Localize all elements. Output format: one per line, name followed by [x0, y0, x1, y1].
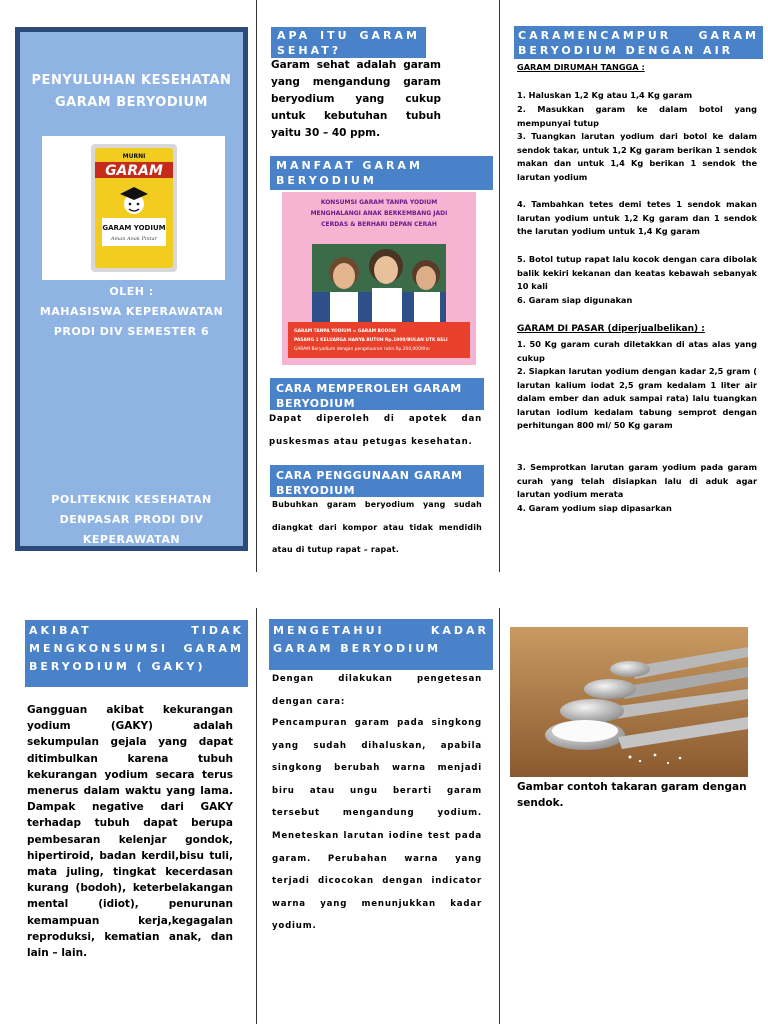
test-body-intro: Dengan dilakukan pengetesan dengan cara: [272, 674, 482, 707]
benefit-poster [282, 192, 476, 365]
institution-line: KEPERAWATAN [82, 533, 181, 546]
author-line: MAHASISWA KEPERAWATAN [39, 305, 224, 318]
section-header-what: APA ITU GARAM SEHAT? [271, 27, 426, 58]
home-step: 1. Haluskan 1,2 Kg atau 1,4 Kg garam [517, 90, 693, 100]
section-header-usage: CARA PENGGUNAAN GARAM BERYODIUM [270, 465, 484, 497]
packet-top-label: MURNI [122, 153, 146, 160]
home-step: 5. Botol tutup rapat lalu kocok dengan cara dibolak balik kekiri kekanan dan keatas kebawah sebanyak 10 kali [517, 254, 757, 292]
salt-packet-photo [42, 136, 225, 280]
obtain-body: Dapat diperoleh di apotek dan puskesmas atau petugas kesehatan. [269, 414, 482, 447]
test-body: Pencampuran garam pada singkong yang sudah dihaluskan, apabila singkong berubah warna menjadi biru atau ungu berarti garam tersebut mengandung yodium. Meneteskan larutan iodine test pada garam. Perubahan warna yang terjadi dicocokan dengan indicator warna yang menunjukkan kadar yodium. [272, 718, 482, 932]
institution-line: DENPASAR PRODI DIV [59, 513, 204, 526]
home-label: GARAM DIRUMAH TANGGA : [517, 62, 645, 72]
section-header-gaky: AKIBAT TIDAK MENGKONSUMSI GARAM BERYODIUM ( GAKY) [25, 620, 248, 687]
poster-title: CERDAS & BERHARI DEPAN CERAH [321, 221, 437, 228]
author-label: OLEH : [109, 285, 154, 298]
market-step: 4. Garam yodium siap dipasarkan [517, 503, 672, 513]
market-step: 1. 50 Kg garam curah diletakkan di atas alas yang cukup [517, 339, 757, 363]
gaky-body: Gangguan akibat kekurangan yodium (GAKY) adalah sekumpulan gejala yang dapat ditimbulkan karena tubuh kekurangan yodium secara terus menerus dalam waktu yang lama. Dampak negative dari GAKY terhadap tubuh dapat berupa pembesaran kelenjar gondok, hipertiroid, badan kerdil,bisu tuli, mata juling, tingkat kecerdasan kurang (bodoh), keterbelakangan mental (idiot), penurunan kemampuan kerja,kegagalan reproduksi, kematian anak, dan lain – lain. [27, 704, 233, 960]
section-header-test: MENGETAHUI KADAR GARAM BERYODIUM [269, 619, 493, 670]
home-step: 3. Tuangkan larutan yodium dari botol ke dalam sendok takar, untuk 1,2 Kg garam berikan 1 sendok makan dan untuk 1,4 Kg berikan 1 sendok the larutan yodium [517, 131, 757, 182]
packet-brand: GARAM [105, 163, 163, 179]
what-body: Garam sehat adalah garam yang mengandung garam beryodium yang cukup untuk kebutuhan tubuh yaitu 30 – 40 ppm. [271, 59, 441, 139]
column-divider [499, 0, 500, 572]
poster-footer: GARAM Beryodium dengan pengeluaran rutin Rp.200,000/thn [294, 347, 430, 352]
market-step: 2. Siapkan larutan yodium dengan kadar 2,5 gram ( larutan kalium iodat 2,5 gram kedalam 1 liter air dalam ember dan aduk sampai rata) lalu tuangkan larutan iodium kedalam tabung semprot dengan perhitungan 800 ml/ 50 Kg garam [517, 366, 757, 431]
home-step: 2. Masukkan garam ke dalam botol yang mempunyai tutup [517, 104, 757, 128]
poster-footer: PASANG 1 KELUARGA HANYA BUTUH Rp.1000/BULAN UTK BELI [294, 338, 448, 343]
packet-product: GARAM YODIUM [102, 224, 166, 232]
home-step: 4. Tambahkan tetes demi tetes 1 sendok makan larutan yodium untuk 1,2 Kg garam dan 1 sendok the larutan yodium untuk 1,4 Kg garam [517, 199, 757, 237]
poster-title: MENGHALANGI ANAK BERKEMBANG JADI [310, 210, 448, 217]
cover-subtitle: GARAM BERYODIUM [55, 95, 208, 110]
poster-footer: GARAM TANPA YODIUM = GARAM BODOH [294, 329, 396, 334]
cover-panel [15, 27, 248, 551]
author-line: PRODI DIV SEMESTER 6 [53, 325, 210, 338]
usage-body: Bubuhkan garam beryodium yang sudah diangkat dari kompor atau tidak mendidih atau di tutup rapat – rapat. [272, 500, 482, 555]
column-divider [256, 0, 257, 572]
section-header-benefit: MANFAAT GARAM BERYODIUM [270, 156, 493, 190]
column-divider [256, 608, 257, 1024]
home-step: 6. Garam siap digunakan [517, 295, 633, 305]
section-header-obtain: CARA MEMPEROLEH GARAM BERYODIUM [270, 378, 484, 410]
institution-line: POLITEKNIK KESEHATAN [51, 493, 212, 506]
column-divider [499, 608, 500, 1024]
poster-title: KONSUMSI GARAM TANPA YODIUM [320, 199, 438, 206]
market-label: GARAM DI PASAR (diperjualbelikan) : [517, 324, 705, 334]
measuring-spoons-photo [510, 627, 748, 777]
packet-tagline: Aman Anak Pintar [110, 236, 158, 242]
market-step: 3. Semprotkan larutan garam yodium pada garam curah yang telah disiapkan lalu di aduk agar larutan yodium merata [517, 462, 757, 500]
spoon-caption: Gambar contoh takaran garam dengan sendok. [517, 781, 747, 809]
section-header-mix: CARAMENCAMPUR GARAM BERYODIUM DENGAN AIR [514, 26, 763, 59]
cover-title: PENYULUHAN KESEHATAN [31, 73, 232, 88]
